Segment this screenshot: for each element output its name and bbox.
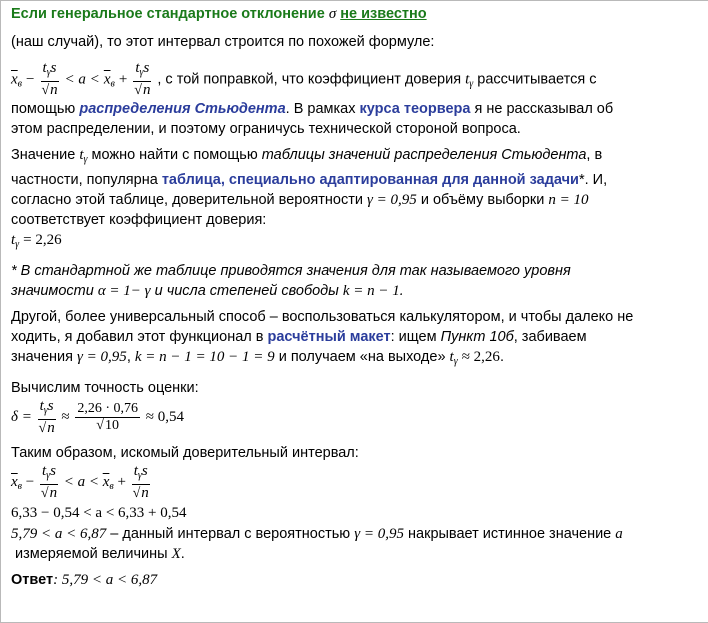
s-symbol: s xyxy=(47,398,54,414)
paragraph-accuracy: Вычислим точность оценки: xyxy=(11,380,199,396)
text: . В рамках xyxy=(285,101,356,117)
paragraph-interval: Таким образом, искомый доверительный интервал: xyxy=(11,445,359,461)
interval-numeric: 6,33 − 0,54 < a < 6,33 + 0,54 xyxy=(11,505,187,521)
text: значения xyxy=(11,349,73,365)
text: , в xyxy=(586,147,603,163)
sigma-symbol: σ xyxy=(328,6,337,22)
denominator: 10 xyxy=(104,418,119,433)
t-symbol: t xyxy=(41,463,47,479)
sub-e: в xyxy=(17,480,23,492)
text: : ищем xyxy=(390,329,437,345)
t-symbol: t xyxy=(42,60,47,76)
approx-sign: ≈ xyxy=(61,408,70,425)
text: – данный интервал с вероятностью xyxy=(110,526,351,542)
plus-sign: + xyxy=(118,71,128,88)
lt-a-lt: < a < xyxy=(64,71,100,88)
text: *. И, xyxy=(578,172,608,188)
delta-symbol: δ = xyxy=(11,408,32,425)
gamma-sub: γ xyxy=(43,405,48,416)
gamma-sub: γ xyxy=(83,154,88,165)
n-value: n = 10 xyxy=(548,192,589,208)
text: значимости xyxy=(11,283,94,299)
X-symbol: X xyxy=(171,546,181,562)
text: помощью xyxy=(11,101,76,117)
t-symbol: t xyxy=(465,71,470,88)
link-probability-course[interactable]: курса теорвера xyxy=(359,101,471,117)
text: согласно этой таблице, доверительной вероятности xyxy=(11,192,363,208)
paragraph-note xyxy=(11,261,708,301)
k-formula: k = n − 1 xyxy=(342,283,400,299)
section-heading xyxy=(11,4,708,24)
fraction-ts-sqrtn: $\frac{t_\gamma s}{√n}$ xyxy=(132,463,149,501)
text: Значение xyxy=(11,147,76,163)
formula-interval xyxy=(11,60,708,99)
gamma-value: γ = 0,95 xyxy=(354,526,404,542)
a-symbol: a xyxy=(615,526,623,542)
t-symbol: t xyxy=(133,463,138,479)
xbar-symbol: $\overline{x}$ xyxy=(11,473,18,490)
italic-text: таблицы значений распределения Стьюдента xyxy=(261,147,587,163)
text: соответствует коэффициент доверия: xyxy=(11,212,267,228)
minus-sign: − xyxy=(26,71,35,88)
lt-a-lt: < a < xyxy=(63,473,99,490)
s-symbol: s xyxy=(141,463,148,479)
s-symbol: s xyxy=(143,60,150,76)
text: и объёму выборки xyxy=(420,192,545,208)
gamma-sub: γ xyxy=(139,67,144,78)
paragraph-student xyxy=(11,99,708,139)
sub-e: в xyxy=(110,78,115,90)
fraction-numeric: $\frac{2,26 \cdot 0,76}{√10}$ xyxy=(77,401,138,433)
n-symbol: n xyxy=(142,82,151,98)
top-border xyxy=(0,0,708,1)
t-symbol: t xyxy=(11,232,16,248)
text: измеряемой величины xyxy=(15,546,168,562)
k-value: k = n − 1 = 10 − 1 = 9 xyxy=(134,349,275,365)
heading-underlined: не известно xyxy=(340,6,427,22)
gamma-sub: γ xyxy=(469,78,474,90)
t-symbol: t xyxy=(79,147,84,163)
xbar-symbol: $\overline{x}$ xyxy=(11,71,18,88)
numerator: 2,26 · 0,76 xyxy=(77,401,138,416)
t-symbol: t xyxy=(135,60,140,76)
n-symbol: n xyxy=(50,82,58,98)
formula-tail2: рассчитывается с xyxy=(477,71,597,88)
sub-e: в xyxy=(109,480,114,492)
t-value: = 2,26 xyxy=(23,232,62,248)
delta-result: ≈ 0,54 xyxy=(145,408,184,425)
n-symbol: n xyxy=(141,485,149,501)
s-symbol: s xyxy=(50,463,56,479)
text: . xyxy=(499,349,504,365)
plus-sign: + xyxy=(117,473,126,490)
formula-tail: , с той поправкой, что коэффициент доверия xyxy=(157,71,462,88)
text: этом распределении, и поэтому ограничусь технической стороной вопроса. xyxy=(11,121,521,137)
text: * В стандартной же таблице приводятся значения для так называемого уровня xyxy=(11,263,571,279)
t-symbol: t xyxy=(449,349,454,365)
text: , забиваем xyxy=(513,329,587,345)
t-value: ≈ 2,26 xyxy=(461,349,500,365)
text: и числа степеней свободы xyxy=(154,283,339,299)
paragraph-table xyxy=(11,145,708,255)
paragraph-intro: (наш случай), то этот интервал строится по похожей формуле: xyxy=(11,34,435,50)
link-student-distribution[interactable]: распределения Стьюдента xyxy=(79,101,286,117)
s-symbol: s xyxy=(50,60,57,76)
n-symbol: n xyxy=(47,420,55,436)
xbar-symbol: $\overline{x}$ xyxy=(103,71,111,88)
text: Другой, более универсальный способ – воспользоваться калькулятором, и чтобы далеко не xyxy=(11,309,634,325)
text: частности, популярна xyxy=(11,172,158,188)
formula-delta xyxy=(11,398,708,437)
text: можно найти с помощью xyxy=(91,147,258,163)
formula-interval-2 xyxy=(11,463,708,502)
interval-value: 5,79 < a < 6,87 xyxy=(11,526,107,542)
sub-e: в xyxy=(17,78,23,90)
gamma-sub: γ xyxy=(46,470,51,481)
gamma-sub: γ xyxy=(15,239,20,250)
italic-text: Пункт 10б xyxy=(440,329,514,345)
text: накрывает истинное значение xyxy=(408,526,612,542)
answer-line xyxy=(11,570,708,590)
t-symbol: t xyxy=(39,398,44,414)
text: и получаем «на выходе» xyxy=(278,349,446,365)
n-symbol: n xyxy=(49,485,58,501)
text: . xyxy=(399,283,404,299)
gamma-sub: γ xyxy=(46,67,51,78)
left-border xyxy=(0,0,1,623)
text: . xyxy=(180,546,185,562)
xbar-symbol: $\overline{x}$ xyxy=(102,473,110,490)
link-adapted-table[interactable]: таблица, специально адаптированная для данной задачи xyxy=(161,172,579,188)
minus-sign: − xyxy=(25,473,35,490)
gamma-sub: γ xyxy=(453,356,458,367)
gamma-sub: γ xyxy=(137,470,142,481)
text: ходить, я добавил этот функционал в xyxy=(11,329,264,345)
text: я не рассказывал об xyxy=(474,101,614,117)
text: , xyxy=(126,349,131,365)
fraction-ts-sqrtn: $\frac{t_\gamma s}{√n}$ xyxy=(134,60,151,98)
link-calc-layout[interactable]: расчётный макет xyxy=(267,329,391,345)
paragraph-calculator xyxy=(11,307,708,372)
gamma-value: γ = 0,95 xyxy=(366,192,417,208)
heading-text: Если генеральное стандартное отклонение xyxy=(11,6,325,22)
answer-label: Ответ xyxy=(11,572,54,588)
fraction-ts-sqrtn: $\frac{t_\gamma s}{√n}$ xyxy=(40,463,58,501)
answer-value: : 5,79 < a < 6,87 xyxy=(53,572,158,588)
interval-result xyxy=(11,524,708,564)
alpha-formula: α = 1− γ xyxy=(97,283,151,299)
gamma-value: γ = 0,95 xyxy=(77,349,127,365)
fraction-ts-sqrtn: $\frac{t_\gamma s}{√n}$ xyxy=(38,398,55,436)
fraction-ts-sqrtn: $\frac{t_\gamma s}{√n}$ xyxy=(41,60,58,98)
